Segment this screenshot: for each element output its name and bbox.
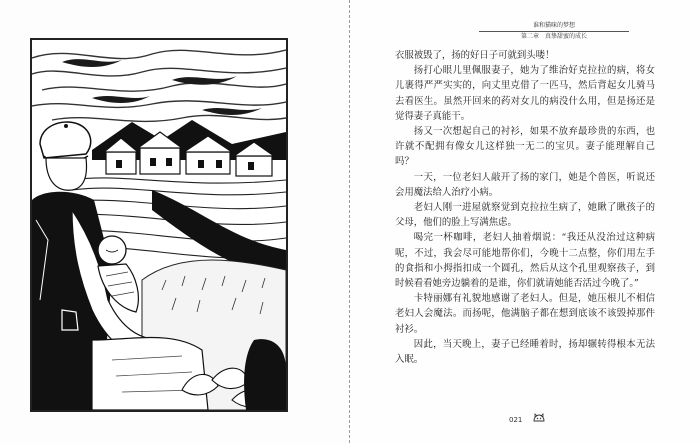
paragraph: 老妇人刚一进屋就察觉到克拉拉生病了，她瞅了瞅孩子的父母，他们的脸上写满焦虑。 <box>395 202 655 229</box>
cat-folio-icon <box>532 413 546 423</box>
paragraph: 喝完一杯咖啡，老妇人抽着烟说：“我还从没治过这种病呢，不过，我会尽可能地帮你们，今晚十二点整，你们用左手的食指和小拇指扣成一个圆孔，然后从这个孔里观察孩子，到时候看看她旁边躺着的是谁，你们就请她能否活过今晚了。” <box>395 232 655 290</box>
right-page <box>351 0 700 443</box>
book-title: 谁和猫咪的梦想 <box>532 22 575 29</box>
paragraph: 扬打心眼儿里佩服妻子，她为了维治好克拉拉的病，将女儿裹得严严实实的，向丈里克借了一匹马，然后背起女儿骑马去看医生。虽然开回来的药对女儿的病没什么用，但是扬还是觉得妻子真能干。 <box>395 65 655 122</box>
header-rule <box>479 31 629 32</box>
book-illustration <box>30 38 288 412</box>
paragraph: 扬又一次想起自己的衬衫，如果不放弃最珍贵的东西，也许就不配拥有像女儿这样独一无二的宝贝。妻子能理解自己吗？ <box>395 126 655 168</box>
paragraph: 因此，当天晚上，妻子已经睡着时，扬却辗转得根本无法入眠。 <box>395 338 655 366</box>
chapter-title: 第二章 真挚甜蜜的成长 <box>520 33 587 40</box>
left-page <box>0 0 349 443</box>
page-number: 021 <box>509 416 523 424</box>
paragraph: 一天，一位老妇人敲开了扬的家门，她是个兽医，听说还会用魔法给人治疗小病。 <box>395 171 655 198</box>
paragraph: 衣服被毁了，扬的好日子可就到头喽！ <box>395 50 555 61</box>
paragraph: 卡特丽娜有礼貌地感谢了老妇人。但是，她压根儿不相信老妇人会魔法。而扬呢，他满脑子都在想到底该不该毁掉那件衬衫。 <box>395 293 655 335</box>
running-head <box>479 22 629 41</box>
body-text <box>395 48 655 367</box>
